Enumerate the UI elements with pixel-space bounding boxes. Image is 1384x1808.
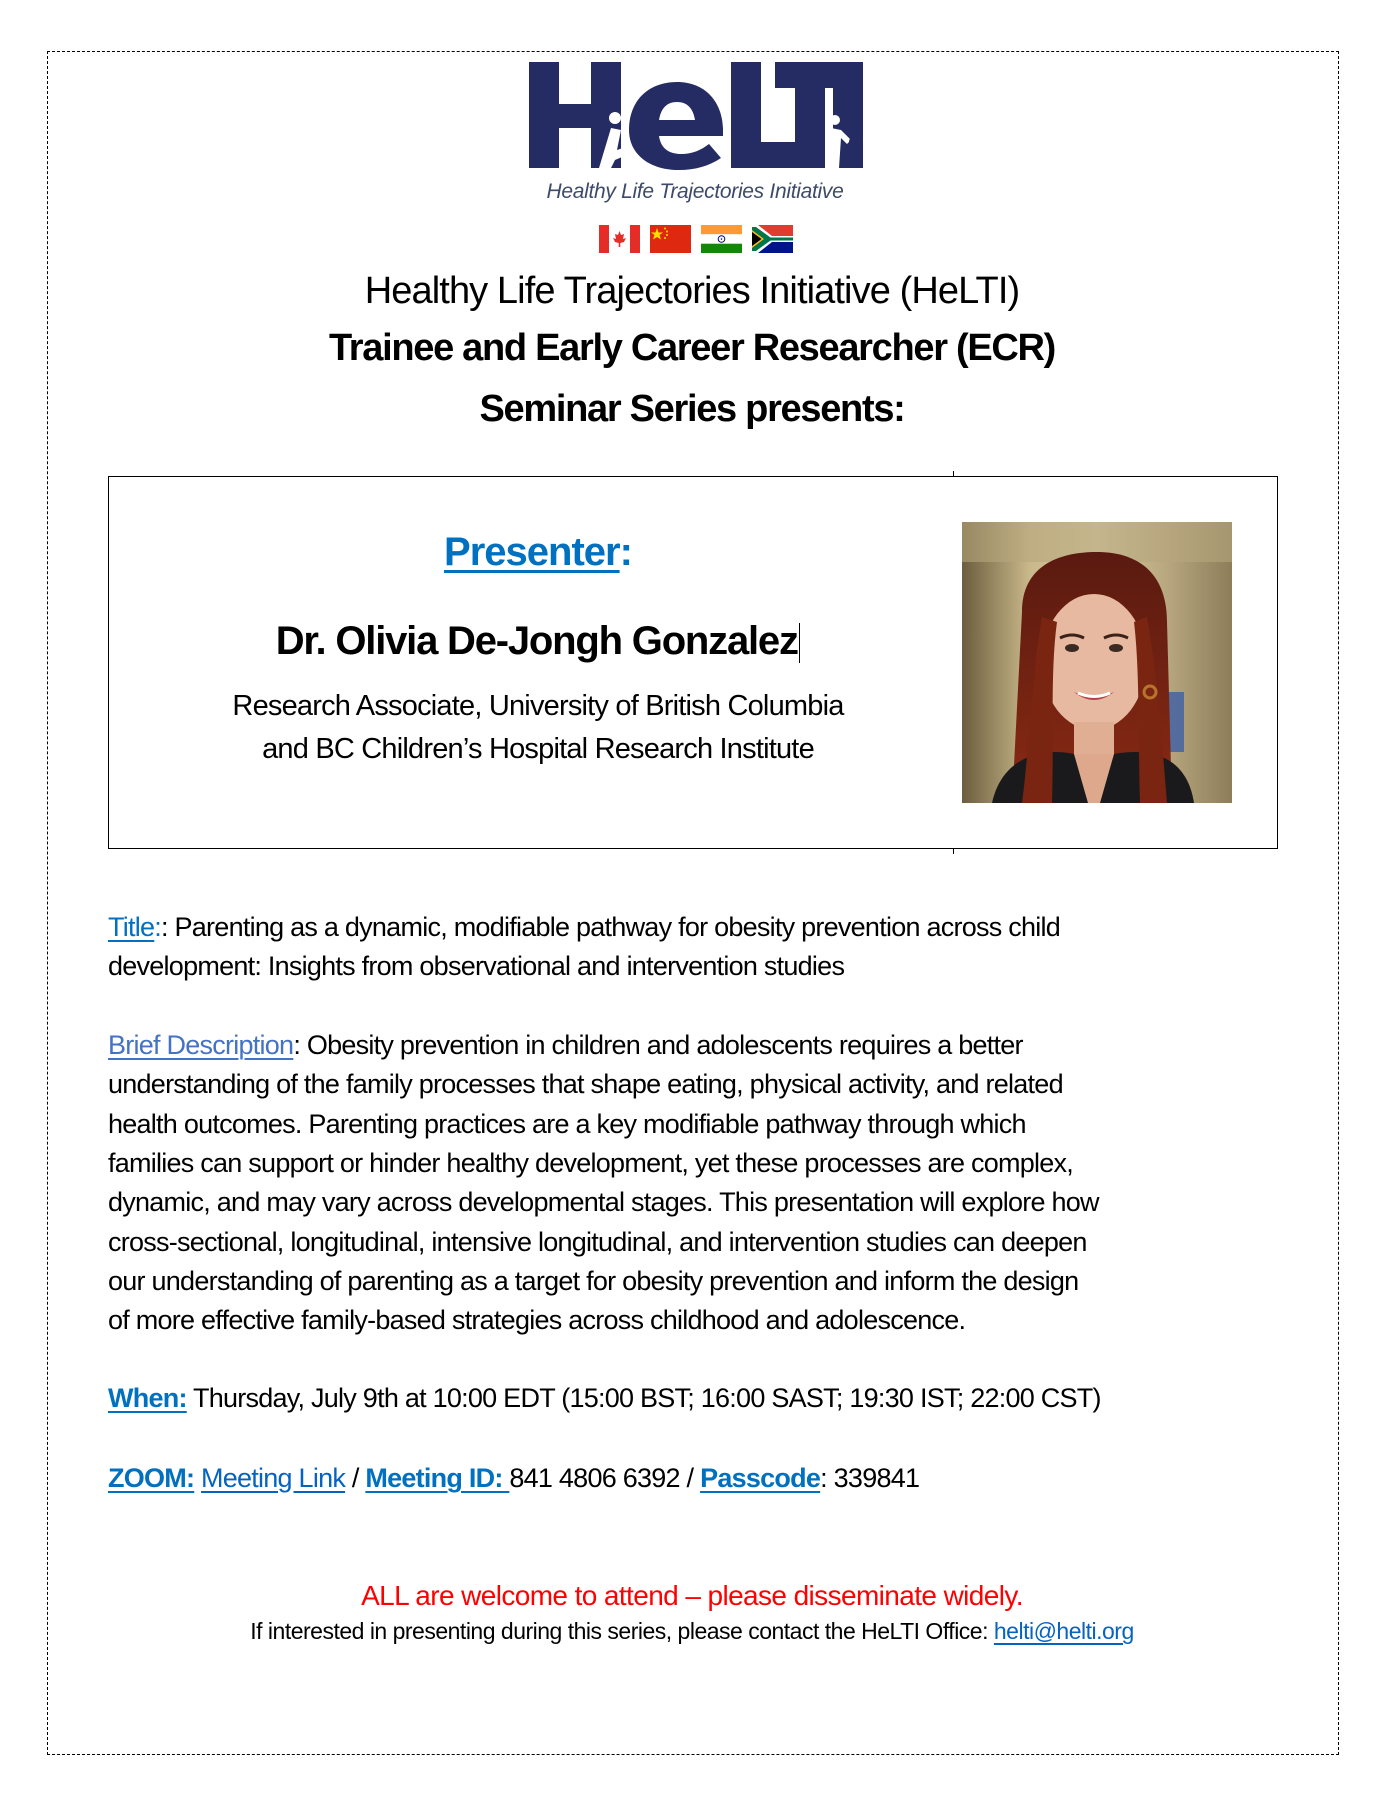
when-value: Thursday, July 9th at 10:00 EDT (15:00 BST; 16:00 SAST; 19:30 IST; 22:00 CST) bbox=[186, 1383, 1101, 1413]
presenter-name-text: Dr. Olivia De-Jongh Gonzalez bbox=[275, 619, 798, 663]
description-line bbox=[108, 1032, 1023, 1059]
zoom-label: ZOOM: bbox=[108, 1463, 195, 1493]
description-text: : Obesity prevention in children and adolescents requires a better bbox=[293, 1030, 1023, 1060]
talk-title-line1 bbox=[108, 914, 1060, 941]
heading-presents: Seminar Series presents: bbox=[479, 388, 905, 430]
meeting-id-label: Meeting ID: bbox=[365, 1463, 510, 1493]
description-line: our understanding of parenting as a target for obesity prevention and inform the design bbox=[108, 1266, 1079, 1296]
when-label: When: bbox=[108, 1383, 187, 1413]
separator: / bbox=[345, 1463, 366, 1493]
table-cell-divider bbox=[953, 849, 954, 854]
meeting-link[interactable]: Meeting Link bbox=[201, 1463, 346, 1493]
zoom-line bbox=[108, 1465, 919, 1492]
presenter-label-text: Presenter bbox=[444, 530, 620, 574]
logo-tagline: Healthy Life Trajectories Initiative bbox=[546, 180, 844, 203]
separator: / bbox=[679, 1463, 701, 1493]
meeting-id-value: 841 4806 6392 bbox=[509, 1463, 680, 1493]
presenter-name bbox=[108, 619, 968, 664]
description-line: understanding of the family processes that shape eating, physical activity, and related bbox=[108, 1069, 1063, 1099]
china-flag-icon bbox=[650, 225, 691, 253]
presenter-photo bbox=[962, 522, 1232, 803]
table-cell-divider bbox=[953, 471, 954, 476]
helti-logo bbox=[529, 60, 863, 170]
heading-program-name: Healthy Life Trajectories Initiative (HeLTI) bbox=[364, 270, 1020, 312]
description-line: dynamic, and may vary across developmental stages. This presentation will explore how bbox=[108, 1187, 1099, 1217]
south-africa-flag-icon bbox=[752, 225, 793, 253]
description-line: of more effective family-based strategies across childhood and adolescence. bbox=[108, 1305, 966, 1335]
description-line: cross-sectional, longitudinal, intensive longitudinal, and intervention studies can deepen bbox=[108, 1227, 1087, 1257]
presenter-affiliation-line1: Research Associate, University of British Columbia bbox=[232, 690, 844, 722]
when-line bbox=[108, 1385, 1101, 1412]
talk-title-line2: development: Insights from observational and intervention studies bbox=[108, 951, 845, 981]
welcome-notice: ALL are welcome to attend – please disseminate widely. bbox=[361, 1580, 1023, 1611]
description-label: Brief Description bbox=[108, 1030, 294, 1060]
helti-wordmark-icon bbox=[529, 60, 863, 170]
presenter-label bbox=[108, 530, 968, 575]
india-flag-icon bbox=[701, 225, 742, 253]
presenter-label-colon: : bbox=[619, 530, 632, 574]
country-flags bbox=[599, 225, 793, 253]
contact-email-link[interactable]: helti@helti.org bbox=[993, 1618, 1134, 1644]
heading-series-name: Trainee and Early Career Researcher (ECR) bbox=[328, 327, 1056, 369]
description-line: families can support or hinder healthy development, yet these processes are complex, bbox=[108, 1148, 1074, 1178]
title-label-colon: : bbox=[154, 912, 162, 942]
canada-flag-icon bbox=[599, 225, 640, 253]
passcode-label: Passcode bbox=[700, 1463, 821, 1493]
contact-line bbox=[0, 1618, 1384, 1645]
presenter-affiliation-line2: and BC Children’s Hospital Research Institute bbox=[262, 733, 814, 765]
title-label: Title bbox=[108, 912, 155, 942]
passcode-value: 339841 bbox=[833, 1463, 920, 1493]
contact-text: If interested in presenting during this series, please contact the HeLTI Office: bbox=[250, 1618, 994, 1644]
title-text: : Parenting as a dynamic, modifiable pathway for obesity prevention across child bbox=[161, 912, 1061, 942]
description-line: health outcomes. Parenting practices are a key modifiable pathway through which bbox=[108, 1109, 1026, 1139]
text-cursor bbox=[799, 623, 801, 663]
passcode-colon: : bbox=[820, 1463, 834, 1493]
